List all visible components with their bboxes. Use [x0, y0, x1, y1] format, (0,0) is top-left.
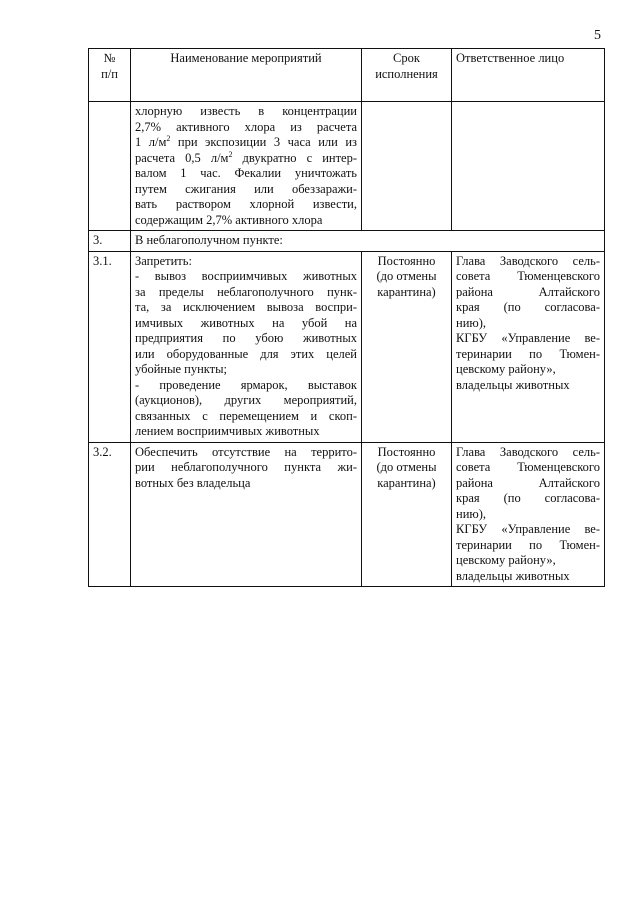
header-number-symbol: №	[103, 51, 116, 65]
header-number	[89, 49, 131, 102]
header-term-line-1: Срок	[393, 51, 420, 65]
measure-line: вотных без владельца	[135, 475, 251, 490]
responsible-line: владельцы животных	[456, 377, 570, 392]
measures-table	[88, 48, 605, 587]
measure-line: валом 1 час. Фекалии уничтожать	[135, 166, 357, 180]
responsible-line: цевскому району»,	[456, 553, 556, 567]
measure-cell	[131, 442, 362, 587]
measure-line	[135, 151, 357, 167]
responsible-line: нию),	[456, 315, 487, 330]
row-number-cell	[89, 102, 131, 231]
responsible-line: края (по согласова-	[456, 300, 600, 314]
responsible-line: теринарии по Тюмен-	[456, 537, 600, 552]
term-line: карантина)	[377, 475, 436, 490]
measure-line: вать раствором хлорной извести,	[135, 197, 357, 211]
responsible-line: совета Тюменцевского	[456, 460, 600, 474]
responsible-line: Глава Заводского сель-	[456, 444, 600, 459]
responsible-cell	[452, 102, 605, 231]
measure-line: 2,7% активного хлора из расчета	[135, 119, 357, 134]
row-number-cell: 3.2.	[89, 442, 131, 587]
responsible-cell	[452, 442, 605, 587]
measure-line: убойные пункты;	[135, 362, 228, 376]
superscript: 2	[166, 133, 171, 143]
measure-line: за пределы неблагополучного пунк-	[135, 284, 357, 299]
superscript: 2	[228, 149, 233, 159]
measure-line: - проведение ярмарок, выставок	[135, 377, 357, 392]
measure-line: та, за исключением вывоза воспри-	[135, 300, 357, 314]
measure-line: имчивых животных на убой на	[135, 315, 357, 330]
row-number-cell: 3.	[89, 231, 131, 252]
responsible-line: совета Тюменцевского	[456, 269, 600, 283]
measure-line	[135, 135, 357, 151]
measure-text: расчета 0,5 л/м	[135, 150, 229, 165]
measure-line: Обеспечить отсутствие на террито-	[135, 444, 357, 459]
measure-line: предприятия по убою животных	[135, 331, 357, 345]
measure-line: или оборудованные для этих целей	[135, 346, 357, 361]
table-row	[89, 102, 605, 231]
measure-text: двукратно с интер-	[232, 150, 357, 165]
measure-line: путем сжигания или обеззаражи-	[135, 181, 357, 196]
measure-line: лением восприимчивых животных	[135, 424, 320, 438]
responsible-line: теринарии по Тюмен-	[456, 346, 600, 361]
measure-line: (аукционов), других мероприятий,	[135, 393, 357, 407]
term-line: (до отмены	[376, 269, 437, 283]
responsible-line: КГБУ «Управление ве-	[456, 522, 600, 536]
page-number: 5	[594, 28, 601, 43]
measure-line: - вывоз восприимчивых животных	[135, 269, 357, 283]
responsible-cell	[452, 251, 605, 442]
table-row	[89, 251, 605, 442]
measure-cell	[131, 102, 362, 231]
measure-line: связанных с перемещением и скоп-	[135, 408, 357, 423]
responsible-line: Глава Заводского сель-	[456, 253, 600, 268]
term-cell	[362, 102, 452, 231]
table-header-row	[89, 49, 605, 102]
responsible-line: КГБУ «Управление ве-	[456, 331, 600, 345]
measure-line: хлорную известь в концентрации	[135, 104, 357, 118]
measure-line: содержащим 2,7% активного хлора	[135, 212, 323, 227]
measure-text: 1 л/м	[135, 135, 167, 149]
responsible-line: края (по согласова-	[456, 491, 600, 505]
responsible-line: цевскому району»,	[456, 362, 556, 376]
term-cell	[362, 442, 452, 587]
header-name: Наименование мероприятий	[131, 49, 362, 102]
term-line: Постоянно	[377, 253, 436, 268]
responsible-line: района Алтайского	[456, 284, 600, 299]
responsible-line: нию),	[456, 506, 487, 521]
term-cell	[362, 251, 452, 442]
responsible-line: владельцы животных	[456, 568, 570, 583]
table-row	[89, 442, 605, 587]
row-number-cell: 3.1.	[89, 251, 131, 442]
measure-line: рии неблагополучного пункта жи-	[135, 460, 357, 474]
term-line: Постоянно	[377, 444, 436, 459]
term-line: (до отмены	[376, 460, 437, 474]
measure-cell	[131, 251, 362, 442]
responsible-line: района Алтайского	[456, 475, 600, 490]
measure-line: Запретить:	[135, 253, 192, 268]
header-number-label: п/п	[101, 66, 118, 81]
term-line: карантина)	[377, 284, 436, 299]
header-term	[362, 49, 452, 102]
header-term-line-2: исполнения	[375, 66, 438, 81]
measure-text: при экспозиции 3 часа или из	[170, 135, 357, 149]
table-row	[89, 231, 605, 252]
section-title-cell: В неблагополучном пункте:	[131, 231, 605, 252]
header-responsible: Ответственное лицо	[452, 49, 605, 102]
